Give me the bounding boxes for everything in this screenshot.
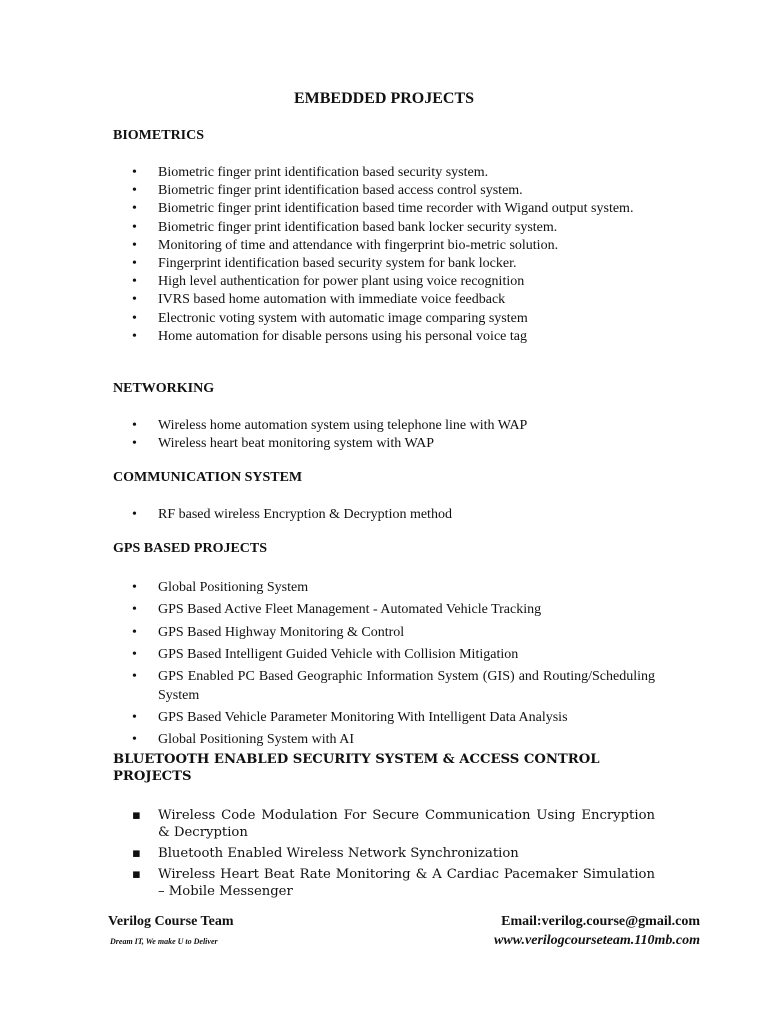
list-item: • Global Positioning System with AI bbox=[113, 731, 655, 750]
section-heading-communication: COMMUNICATION SYSTEM bbox=[113, 470, 303, 485]
networking-list bbox=[113, 417, 655, 453]
footer-team-name: Verilog Course Team bbox=[108, 914, 234, 929]
list-item: • Global Positioning System bbox=[113, 579, 655, 598]
list-item: • Fingerprint identification based security system for bank locker. bbox=[113, 255, 655, 273]
footer-tagline: Dream IT, We make U to Deliver bbox=[110, 937, 218, 946]
bluetooth-list bbox=[113, 807, 655, 904]
section-heading-bluetooth: BLUETOOTH ENABLED SECURITY SYSTEM & ACCESS CONTROL PROJECTS bbox=[113, 752, 600, 784]
list-item: ▪ Bluetooth Enabled Wireless Network Synchronization bbox=[113, 845, 655, 862]
section-heading-networking: NETWORKING bbox=[113, 381, 215, 396]
list-item: • GPS Based Intelligent Guided Vehicle with Collision Mitigation bbox=[113, 646, 655, 665]
list-item: • GPS Based Active Fleet Management - Automated Vehicle Tracking bbox=[113, 601, 655, 620]
section-heading-gps: GPS BASED PROJECTS bbox=[113, 541, 268, 556]
footer-email: Email:verilog.course@gmail.com bbox=[501, 914, 700, 929]
section-heading-biometrics: BIOMETRICS bbox=[113, 128, 205, 143]
list-item: • Biometric finger print identification based bank locker security system. bbox=[113, 219, 655, 237]
gps-list bbox=[113, 579, 655, 754]
list-item: • Wireless home automation system using telephone line with WAP bbox=[113, 417, 655, 435]
list-item: • Biometric finger print identification based access control system. bbox=[113, 182, 655, 200]
communication-list bbox=[113, 506, 655, 524]
list-item: ▪ Wireless Heart Beat Rate Monitoring & A Cardiac Pacemaker Simulation – Mobile Messenger bbox=[113, 866, 655, 900]
list-item: • Electronic voting system with automatic image comparing system bbox=[113, 310, 655, 328]
page-title: EMBEDDED PROJECTS bbox=[293, 90, 475, 107]
biometrics-list bbox=[113, 164, 655, 346]
list-item: • High level authentication for power plant using voice recognition bbox=[113, 273, 655, 291]
footer-website: www.verilogcourseteam.110mb.com bbox=[494, 933, 700, 948]
list-item: • Wireless heart beat monitoring system with WAP bbox=[113, 435, 655, 453]
list-item: ▪ Wireless Code Modulation For Secure Communication Using Encryption & Decryption bbox=[113, 807, 655, 841]
list-item: • Biometric finger print identification based security system. bbox=[113, 164, 655, 182]
list-item: • IVRS based home automation with immediate voice feedback bbox=[113, 291, 655, 309]
list-item: • RF based wireless Encryption & Decryption method bbox=[113, 506, 655, 524]
list-item: • GPS Enabled PC Based Geographic Information System (GIS) and Routing/Scheduling System bbox=[113, 668, 655, 705]
list-item: • GPS Based Highway Monitoring & Control bbox=[113, 624, 655, 643]
list-item: • GPS Based Vehicle Parameter Monitoring With Intelligent Data Analysis bbox=[113, 709, 655, 728]
list-item: • Biometric finger print identification based time recorder with Wigand output system. bbox=[113, 200, 655, 218]
list-item: • Monitoring of time and attendance with fingerprint bio-metric solution. bbox=[113, 237, 655, 255]
list-item: • Home automation for disable persons using his personal voice tag bbox=[113, 328, 655, 346]
